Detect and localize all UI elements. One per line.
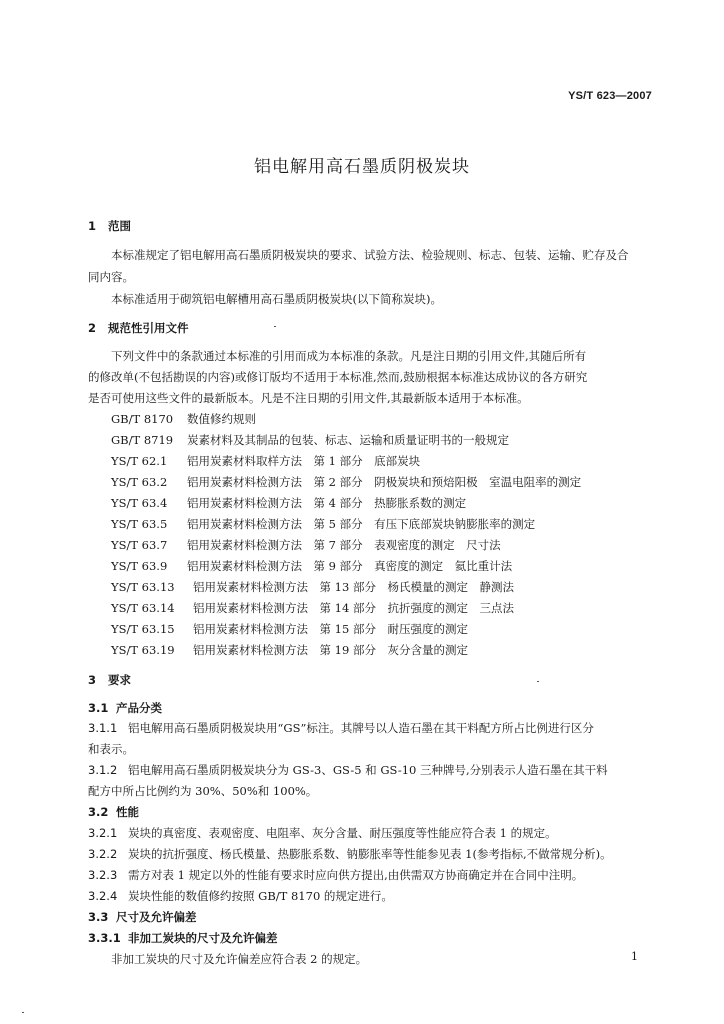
clause-3-2-4 — [88, 888, 658, 904]
clause-3-1-2-line-2: 配方中所占比例约为 30%、50%和 100%。 — [88, 784, 318, 798]
clause-number: 3.2 — [88, 805, 109, 819]
references-intro-line-1: 下列文件中的条款通过本标准的引用而成为本标准的条款。凡是注日期的引用文件,其随后所有 — [111, 349, 587, 363]
section-number: 2 — [88, 321, 97, 335]
reference-title: 铝用炭素材料检测方法 第 5 部分 有压下底部炭块钠膨胀率的测定 — [187, 517, 536, 531]
clause-text: 炭块性能的数值修约按照 GB/T 8170 的规定进行。 — [128, 889, 393, 903]
scope-paragraph-line-2: 同内容。 — [88, 270, 134, 284]
clause-3-1-1-line-1 — [88, 720, 658, 736]
clause-text: 铝电解用高石墨质阴极炭块分为 GS-3、GS-5 和 GS-10 三种牌号,分别表示人造石墨在其干料 — [128, 763, 608, 777]
reference-code: YS/T 63.5 — [111, 517, 168, 531]
clause-3-3-1-heading — [88, 930, 658, 946]
reference-title: 铝用炭素材料检测方法 第 9 部分 真密度的测定 氦比重计法 — [187, 559, 513, 573]
clause-number: 3.1.2 — [88, 763, 118, 777]
reference-code: GB/T 8170 — [111, 412, 174, 426]
reference-title: 铝用炭素材料检测方法 第 14 部分 抗折强度的测定 三点法 — [193, 601, 514, 615]
clause-title: 非加工炭块的尺寸及允许偏差 — [128, 931, 278, 945]
references-intro-line-3: 是否可使用这些文件的最新版本。凡是不注日期的引用文件,其最新版本适用于本标准。 — [88, 391, 529, 405]
document-title: 铝电解用高石墨质阴极炭块 — [254, 157, 470, 177]
reference-title: 铝用炭素材料检测方法 第 7 部分 表观密度的测定 尺寸法 — [187, 538, 501, 552]
reference-code: GB/T 8719 — [111, 433, 174, 447]
page-number: 1 — [631, 950, 638, 963]
reference-code: YS/T 63.9 — [111, 559, 168, 573]
clause-title: 尺寸及允许偏差 — [116, 910, 197, 924]
clause-number: 3.3 — [88, 910, 109, 924]
scan-speck — [22, 1012, 24, 1013]
clause-number: 3.2.2 — [88, 847, 118, 861]
reference-title: 铝用炭素材料检测方法 第 2 部分 阴极炭块和预焙阳极 室温电阻率的测定 — [187, 475, 582, 489]
reference-item — [111, 600, 514, 616]
section-number: 1 — [88, 219, 97, 233]
section-title: 规范性引用文件 — [108, 321, 189, 335]
clause-3-2-1 — [88, 825, 658, 841]
section-2-heading — [88, 320, 189, 336]
reference-item — [111, 495, 466, 511]
clause-title: 产品分类 — [116, 701, 162, 715]
clause-3-1-heading — [88, 700, 658, 716]
scan-speck — [274, 326, 276, 327]
reference-code: YS/T 63.19 — [111, 643, 175, 657]
clause-number: 3.2.1 — [88, 826, 118, 840]
reference-code: YS/T 63.7 — [111, 538, 168, 552]
standard-code: YS/T 623—2007 — [568, 90, 652, 102]
reference-title: 铝用炭素材料检测方法 第 4 部分 热膨胀系数的测定 — [187, 496, 467, 510]
reference-title: 炭素材料及其制品的包装、标志、运输和质量证明书的一般规定 — [187, 433, 509, 447]
section-number: 3 — [88, 673, 97, 687]
clause-3-2-2 — [88, 846, 658, 862]
clause-number: 3.3.1 — [88, 931, 121, 945]
reference-title: 铝用炭素材料检测方法 第 19 部分 灰分含量的测定 — [193, 643, 468, 657]
clause-3-1-2-line-1 — [88, 762, 658, 778]
clause-3-1-1-line-2: 和表示。 — [88, 742, 134, 756]
reference-code: YS/T 63.4 — [111, 496, 168, 510]
references-intro-line-2: 的修改单(不包括勘误的内容)或修订版均不适用于本标准,然而,鼓励根据本标准达成协议的各方研究 — [88, 370, 588, 384]
reference-code: YS/T 63.15 — [111, 622, 175, 636]
reference-code: YS/T 63.13 — [111, 580, 175, 594]
clause-number: 3.2.3 — [88, 868, 118, 882]
clause-text: 需方对表 1 规定以外的性能有要求时应向供方提出,由供需双方协商确定并在合同中注明。 — [128, 868, 584, 882]
clause-text: 炭块的真密度、表观密度、电阻率、灰分含量、耐压强度等性能应符合表 1 的规定。 — [128, 826, 557, 840]
clause-3-2-heading — [88, 804, 658, 820]
scope-paragraph-2: 本标准适用于砌筑铝电解槽用高石墨质阴极炭块(以下简称炭块)。 — [111, 292, 442, 306]
reference-title: 铝用炭素材料取样方法 第 1 部分 底部炭块 — [187, 454, 421, 468]
section-title: 范围 — [108, 219, 131, 233]
reference-item — [111, 474, 581, 490]
reference-title: 数值修约规则 — [187, 412, 256, 426]
clause-number: 3.1 — [88, 701, 109, 715]
clause-text: 炭块的抗折强度、杨氏模量、热膨胀系数、钠膨胀率等性能参见表 1(参考指标,不做常规分析)。 — [128, 847, 612, 861]
clause-text: 铝电解用高石墨质阴极炭块用“GS”标注。其牌号以人造石墨在其干料配方所占比例进行区分 — [128, 721, 594, 735]
reference-item — [111, 453, 420, 469]
reference-title: 铝用炭素材料检测方法 第 15 部分 耐压强度的测定 — [193, 622, 468, 636]
scan-speck — [537, 681, 539, 682]
section-1-heading — [88, 218, 131, 234]
reference-code: YS/T 63.2 — [111, 475, 168, 489]
scope-paragraph-line-1: 本标准规定了铝电解用高石墨质阴极炭块的要求、试验方法、检验规则、标志、包装、运输、贮存及合 — [111, 248, 629, 262]
clause-number: 3.2.4 — [88, 889, 118, 903]
reference-item — [111, 516, 535, 532]
clause-title: 性能 — [116, 805, 139, 819]
reference-item — [111, 558, 512, 574]
clause-3-3-heading — [88, 909, 658, 925]
reference-code: YS/T 63.14 — [111, 601, 175, 615]
reference-item — [111, 642, 468, 658]
section-3-heading — [88, 672, 131, 688]
reference-item — [111, 537, 501, 553]
section-title: 要求 — [108, 673, 131, 687]
reference-item — [111, 579, 514, 595]
clause-3-2-3 — [88, 867, 658, 883]
clause-number: 3.1.1 — [88, 721, 118, 735]
clause-3-3-1-body: 非加工炭块的尺寸及允许偏差应符合表 2 的规定。 — [111, 952, 368, 966]
reference-title: 铝用炭素材料检测方法 第 13 部分 杨氏模量的测定 静测法 — [193, 580, 514, 594]
reference-code: YS/T 62.1 — [111, 454, 168, 468]
reference-item — [111, 621, 468, 637]
reference-item — [111, 411, 256, 427]
reference-item — [111, 432, 509, 448]
